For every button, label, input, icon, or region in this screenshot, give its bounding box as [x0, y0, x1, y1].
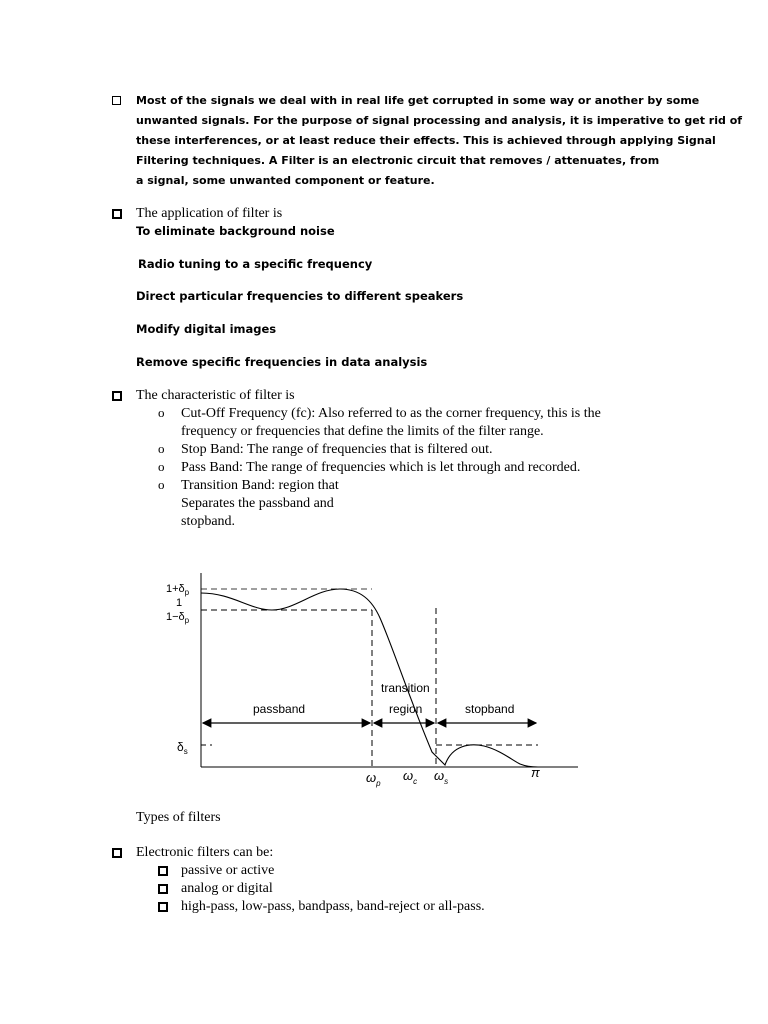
application-item-1: To eliminate background noise	[136, 224, 335, 238]
characteristic-item-passband: Pass Band: The range of frequencies which is let through and recorded.	[181, 460, 581, 475]
transition-label: transition	[381, 681, 430, 695]
y-label-1-plus-dp: $1+\delta_p$	[166, 583, 190, 597]
y-label-1: 1	[176, 597, 183, 609]
intro-line-2: unwanted signals. For the purpose of signal processing and analysis, it is imperative to get rid of	[136, 114, 743, 127]
type-item-3: high-pass, low-pass, bandpass, band-reject or all-pass.	[181, 899, 485, 914]
electronic-heading: Electronic filters can be:	[136, 845, 274, 860]
type-item-2: analog or digital	[181, 881, 273, 896]
circle-bullet: o	[158, 405, 165, 420]
application-item-3: Direct particular frequencies to different speakers	[136, 289, 464, 303]
type-bullet-box	[158, 884, 168, 894]
application-item-2: Radio tuning to a specific frequency	[138, 257, 373, 271]
type-item-1: passive or active	[181, 863, 275, 878]
x-label-pi: π	[531, 765, 540, 780]
characteristic-item-stopband: Stop Band: The range of frequencies that is filtered out.	[181, 442, 493, 457]
intro-line-3: these interferences, or at least reduce their effects. This is achieved through applying Signal	[136, 134, 716, 147]
characteristic-item-transition-1: Transition Band: region that	[181, 478, 339, 493]
characteristic-item-transition-2: Separates the passband and	[181, 496, 334, 511]
application-heading: The application of filter is	[136, 206, 283, 221]
characteristic-item-transition-3: stopband.	[181, 514, 236, 529]
stopband-label: stopband	[465, 702, 515, 716]
circle-bullet: o	[158, 441, 165, 456]
circle-bullet: o	[158, 459, 165, 474]
y-label-1-minus-dp: $1-\delta_p$	[166, 611, 190, 625]
application-item-4: Modify digital images	[136, 322, 277, 336]
types-heading: Types of filters	[136, 810, 221, 825]
characteristic-item-cutoff-1: Cut-Off Frequency (fc): Also referred to as the corner frequency, this is the	[181, 406, 601, 421]
type-bullet-box	[158, 866, 168, 876]
x-label-wc: $\omega_c$	[403, 768, 418, 786]
intro-line-4: Filtering techniques. A Filter is an electronic circuit that removes / attenuates, from	[136, 154, 660, 167]
region-label: region	[389, 702, 423, 716]
type-bullet-box	[158, 902, 168, 912]
intro-line-5: a signal, some unwanted component or feature.	[136, 174, 435, 187]
passband-label: passband	[253, 702, 306, 716]
response-curve	[201, 589, 538, 767]
application-item-5: Remove specific frequencies in data analysis	[136, 355, 428, 369]
y-label-ds: $\delta_s$	[177, 740, 188, 756]
electronic-bullet-box	[112, 848, 122, 858]
characteristic-item-cutoff-2: frequency or frequencies that define the limits of the filter range.	[181, 424, 544, 439]
x-label-ws: $\omega_s$	[434, 768, 449, 786]
intro-line-1: Most of the signals we deal with in real life get corrupted in some way or another by some	[136, 94, 700, 107]
characteristic-heading: The characteristic of filter is	[136, 388, 295, 403]
x-label-wp: $\omega_p$	[366, 770, 381, 788]
circle-bullet: o	[158, 477, 165, 492]
